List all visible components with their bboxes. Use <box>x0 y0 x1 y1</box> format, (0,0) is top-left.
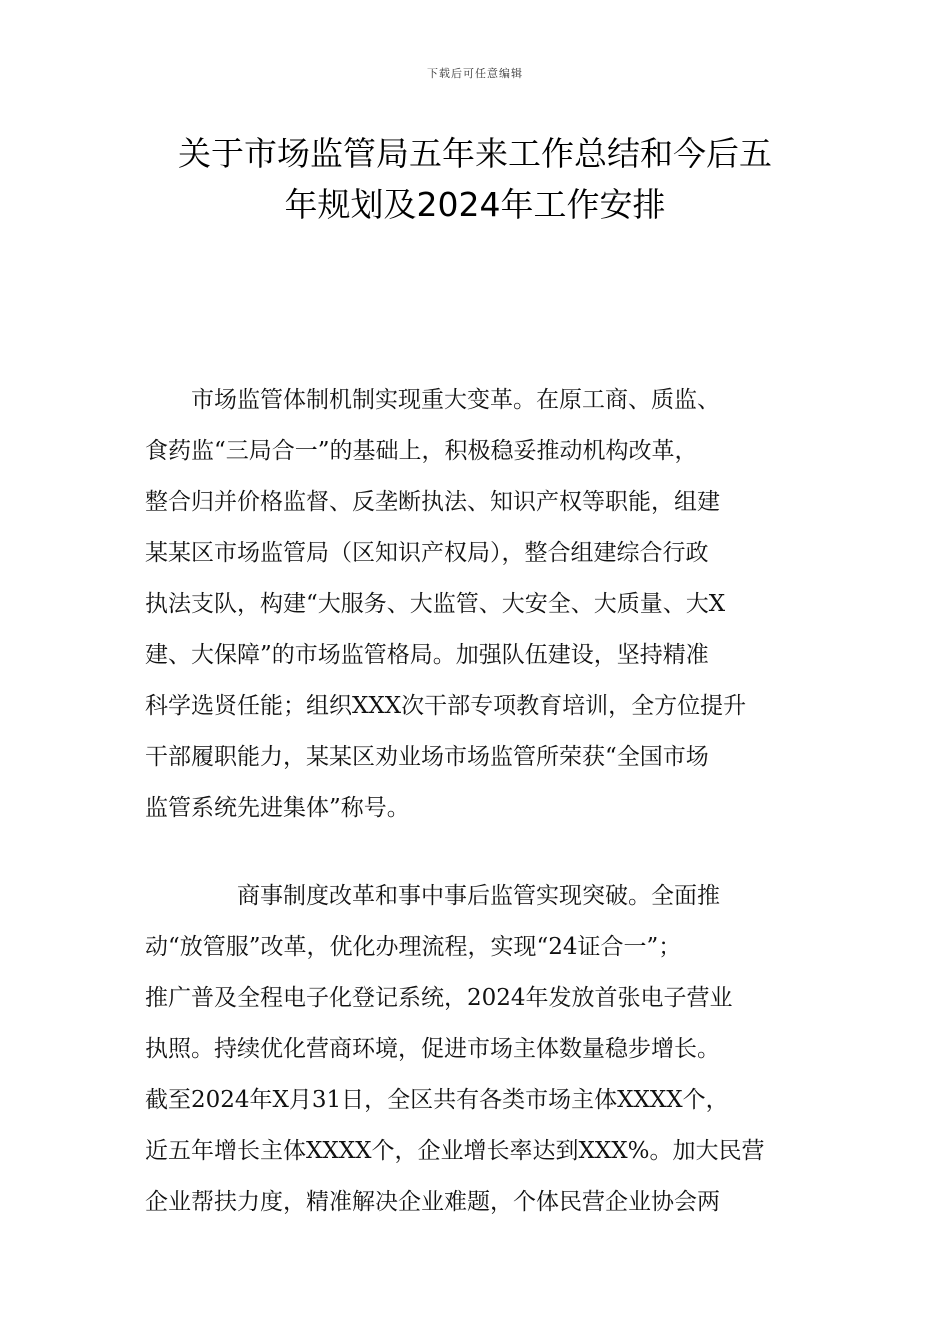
text-line: 食药监“三局合一”的基础上，积极稳妥推动机构改革， <box>145 438 698 464</box>
text-line: 干部履职能力，某某区劝业场市场监管所荣获“全国市场 <box>145 744 709 770</box>
title-line: 关于市场监管局五年来工作总结和今后五 <box>178 134 772 173</box>
text-line: 科学选贤任能；组织XXX次干部专项教育培训，全方位提升 <box>145 693 747 719</box>
text-line: 推广普及全程电子化登记系统，2024年发放首张电子营业 <box>145 985 733 1011</box>
text-line: 商事制度改革和事中事后监管实现突破。全面推 <box>145 883 720 909</box>
text-line: 建、大保障”的市场监管格局。加强队伍建设，坚持精准 <box>145 642 709 668</box>
document-title <box>150 128 800 230</box>
text-line: 监管系统先进集体”称号。 <box>145 795 410 821</box>
text-line: 执照。持续优化营商环境，促进市场主体数量稳步增长。 <box>145 1036 720 1062</box>
text-line: 整合归并价格监督、反垄断执法、知识产权等职能，组建 <box>145 489 720 515</box>
text-line: 某某区市场监管局（区知识产权局），整合组建综合行政 <box>145 540 709 566</box>
text-line: 执法支队，构建“大服务、大监管、大安全、大质量、大X <box>145 591 726 617</box>
text-line: 企业帮扶力度，精准解决企业难题，个体民营企业协会两 <box>145 1189 720 1215</box>
title-line: 年规划及2024年工作安排 <box>284 185 666 224</box>
text-line: 截至2024年X月31日，全区共有各类市场主体XXXX个， <box>145 1087 729 1113</box>
header-note: 下载后可任意编辑 <box>427 67 523 80</box>
paragraph-reform <box>145 375 805 834</box>
paragraph-business-reform <box>145 871 805 1228</box>
text-line: 动“放管服”改革，优化办理流程，实现“24证合一”； <box>145 934 682 960</box>
text-line: 市场监管体制机制实现重大变革。在原工商、质监、 <box>145 387 720 413</box>
text-line: 近五年增长主体XXXX个，企业增长率达到XXX%。加大民营 <box>145 1138 765 1164</box>
